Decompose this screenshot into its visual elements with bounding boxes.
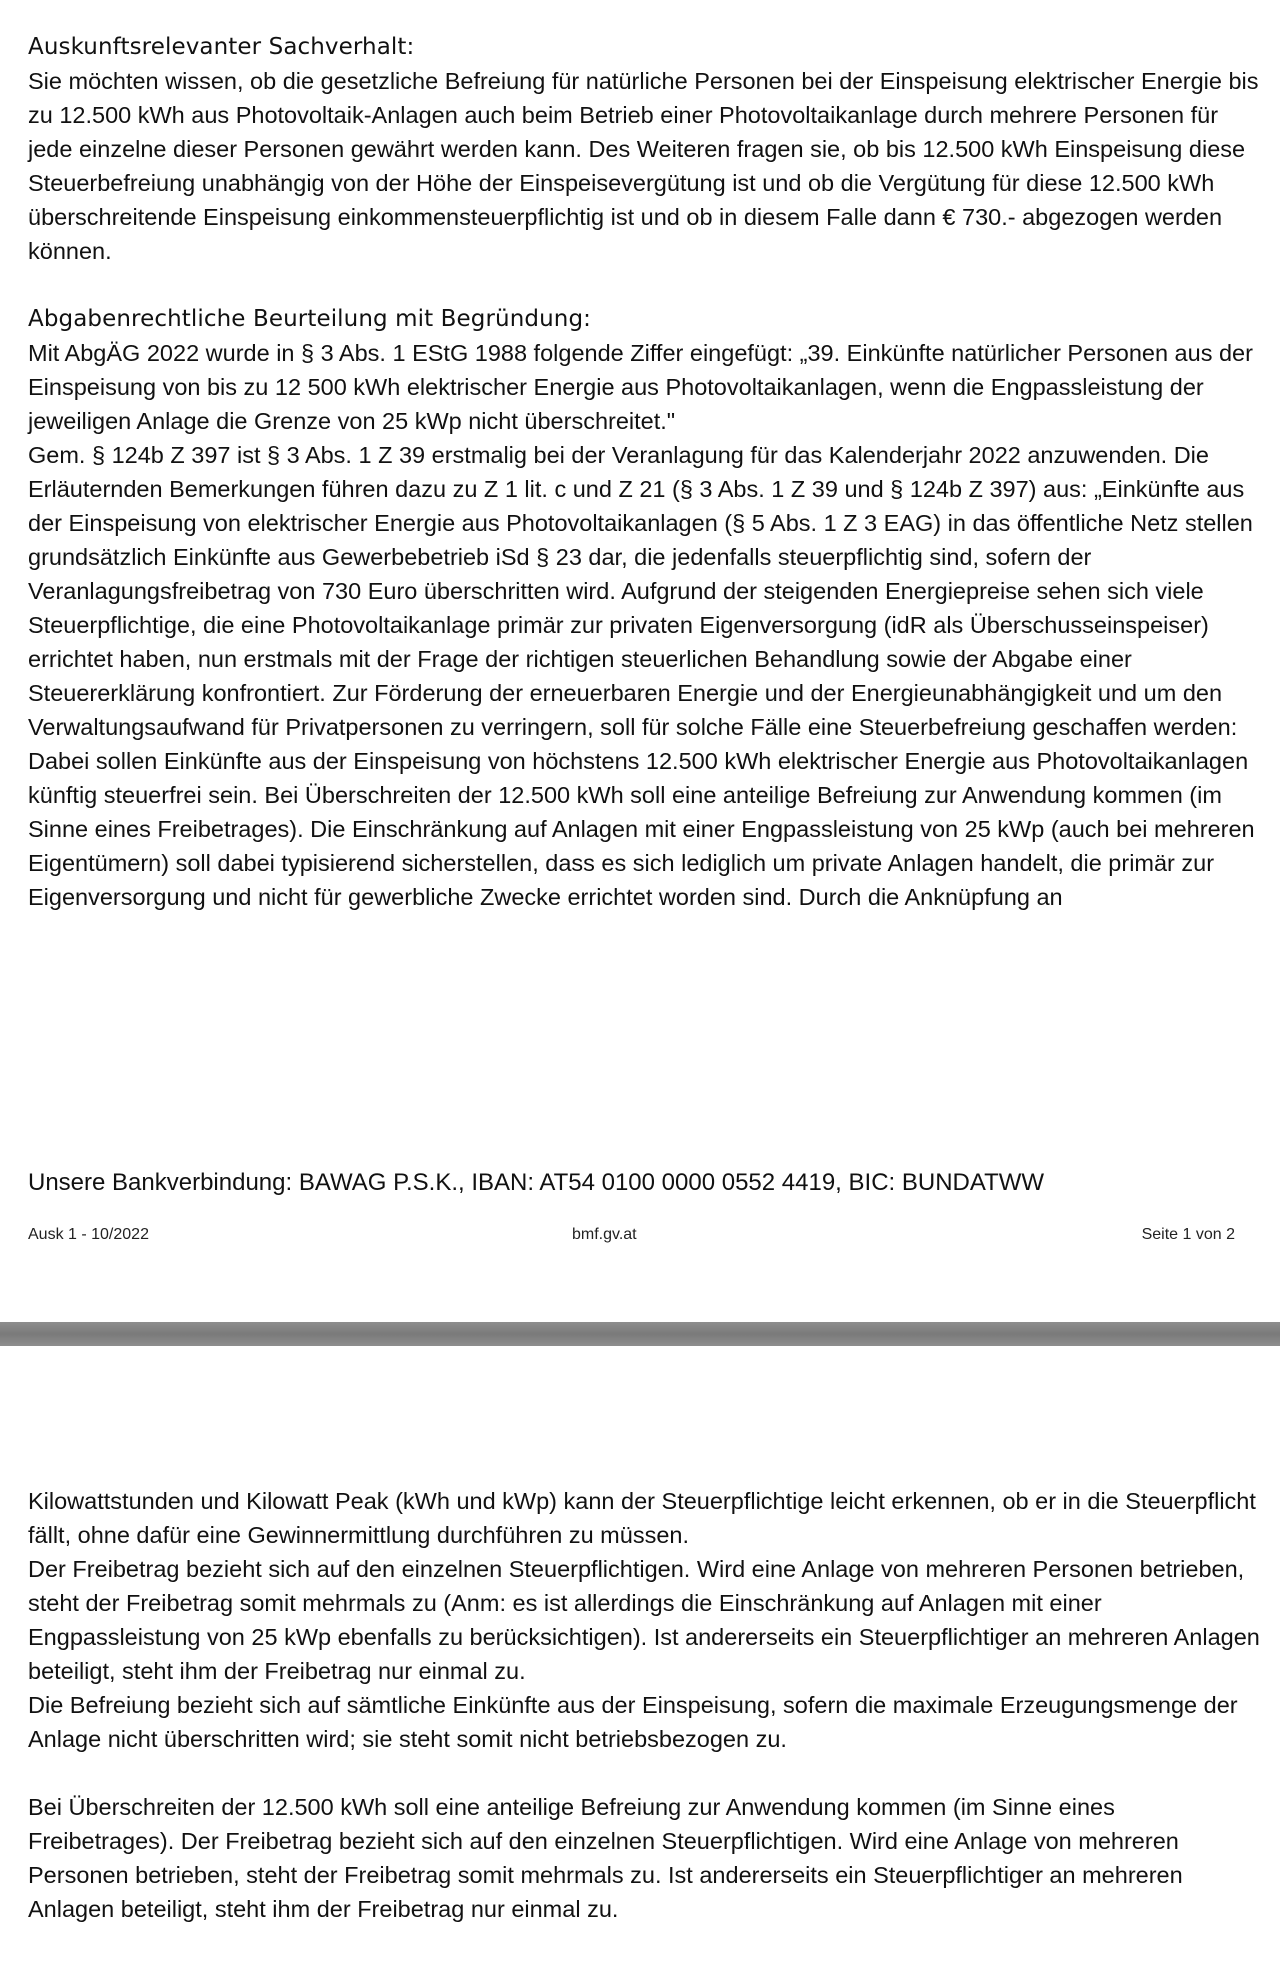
bank-details: Unsere Bankverbindung: BAWAG P.S.K., IBAN: AT54 0100 0000 0552 4419, BIC: BUNDATWW [28,1169,1045,1196]
document-page-2 [0,1346,1280,1981]
paragraph-kwh-kwp: Kilowattstunden und Kilowatt Peak (kWh und kWp) kann der Steuerpflichtige leicht erkennen, ob er in die Steuerpflicht fällt, ohne dafür eine Gewinnermittlung durchführen zu müssen. [28,1488,1256,1548]
page2-body [28,1484,1263,1926]
paragraph-freibetrag: Der Freibetrag bezieht sich auf den einzelnen Steuerpflichtigen. Wird eine Anlage von mehreren Personen betrieben, steht der Freibetrag somit mehrmals zu (Anm: es ist allerdings die Einschränkung auf Anlagen mit einer Engpassleistung von 25 kWp ebenfalls zu berücksichtigen). Ist andererseits ein Steuerpflichtiger an mehreren Anlagen beteiligt, steht ihm der Freibetrag nur einmal zu. [28,1556,1260,1684]
paragraph-abgaeg: Mit AbgÄG 2022 wurde in § 3 Abs. 1 EStG 1988 folgende Ziffer eingefügt: „39. Einkünfte natürlicher Personen aus der Einspeisung von bis zu 12 500 kWh elektrischer Energie aus Photovoltaikanlagen, wenn die Engpassleistung der jeweiligen Anlage die Grenze von 25 kWp nicht überschreitet." [28,340,1253,434]
paragraph-ueberschreiten: Bei Überschreiten der 12.500 kWh soll eine anteilige Befreiung zur Anwendung kommen (im Sinne eines Freibetrages). Der Freibetrag bezieht sich auf den einzelnen Steuerpflichtigen. Wird eine Anlage von mehreren Personen betrieben, steht der Freibetrag somit mehrmals zu. Ist andererseits ein Steuerpflichtiger an mehreren Anlagen beteiligt, steht ihm der Freibetrag nur einmal zu. [28,1794,1183,1922]
footer-website: bmf.gv.at [572,1226,637,1243]
footer-form-id: Ausk 1 - 10/2022 [28,1226,149,1243]
paragraph-sachverhalt: Sie möchten wissen, ob die gesetzliche Befreiung für natürliche Personen bei der Einspeisung elektrischer Energie bis zu 12.500 kWh aus Photovoltaik-Anlagen auch beim Betrieb einer Photovoltaikanlage durch mehrere Personen für jede einzelne dieser Personen gewährt werden kann. Des Weiteren fragen sie, ob bis 12.500 kWh Einspeisung diese Steuerbefreiung unabhängig von der Höhe der Einspeisevergütung ist und ob die Vergütung für diese 12.500 kWh überschreitende Einspeisung einkommensteuerpflichtig ist und ob in diesem Falle dann € 730.- abgezogen werden können. [28,68,1259,264]
section-heading-sachverhalt: Auskunftsrelevanter Sachverhalt: [28,34,415,60]
paragraph-befreiung: Die Befreiung bezieht sich auf sämtliche Einkünfte aus der Einspeisung, sofern die maximale Erzeugungsmenge der Anlage nicht überschritten wird; sie steht somit nicht betriebsbezogen zu. [28,1692,1238,1752]
page1-body [28,30,1263,914]
section-heading-beurteilung: Abgabenrechtliche Beurteilung mit Begründung: [28,306,592,332]
footer-page-number: Seite 1 von 2 [1141,1226,1235,1243]
paragraph-gap [28,268,1263,302]
paragraph-erlaeuterungen: Gem. § 124b Z 397 ist § 3 Abs. 1 Z 39 erstmalig bei der Veranlagung für das Kalenderjahr 2022 anzuwenden. Die Erläuternden Bemerkungen führen dazu zu Z 1 lit. c und Z 21 (§ 3 Abs. 1 Z 39 und § 124b Z 397) aus: „Einkünfte aus der Einspeisung von elektrischer Energie aus Photovoltaikanlagen (§ 5 Abs. 1 Z 3 EAG) in das öffentliche Netz stellen grundsätzlich Einkünfte aus Gewerbebetrieb iSd § 23 dar, die jedenfalls steuerpflichtig sind, sofern der Veranlagungsfreibetrag von 730 Euro überschritten wird. Aufgrund der steigenden Energiepreise sehen sich viele Steuerpflichtige, die eine Photovoltaikanlage primär zur privaten Eigenversorgung (idR als Überschusseinspeiser) errichtet haben, nun erstmals mit der Frage der richtigen steuerlichen Behandlung sowie der Abgabe einer Steuererklärung konfrontiert. Zur Förderung der erneuerbaren Energie und der Energieunabhängigkeit und um den Verwaltungsaufwand für Privatpersonen zu verringern, soll für solche Fälle eine Steuerbefreiung geschaffen werden: Dabei sollen Einkünfte aus der Einspeisung von höchstens 12.500 kWh elektrischer Energie aus Photovoltaikanlagen künftig steuerfrei sein. Bei Überschreiten der 12.500 kWh soll eine anteilige Befreiung zur Anwendung kommen (im Sinne eines Freibetrages). Die Einschränkung auf Anlagen mit einer Engpassleistung von 25 kWp (auch bei mehreren Eigentümern) soll dabei typisierend sicherstellen, dass es sich lediglich um private Anlagen handelt, die primär zur Eigenversorgung und nicht für gewerbliche Zwecke errichtet worden sind. Durch die Anknüpfung an [28,442,1255,910]
page-separator [0,1322,1280,1346]
paragraph-gap [28,1756,1263,1790]
